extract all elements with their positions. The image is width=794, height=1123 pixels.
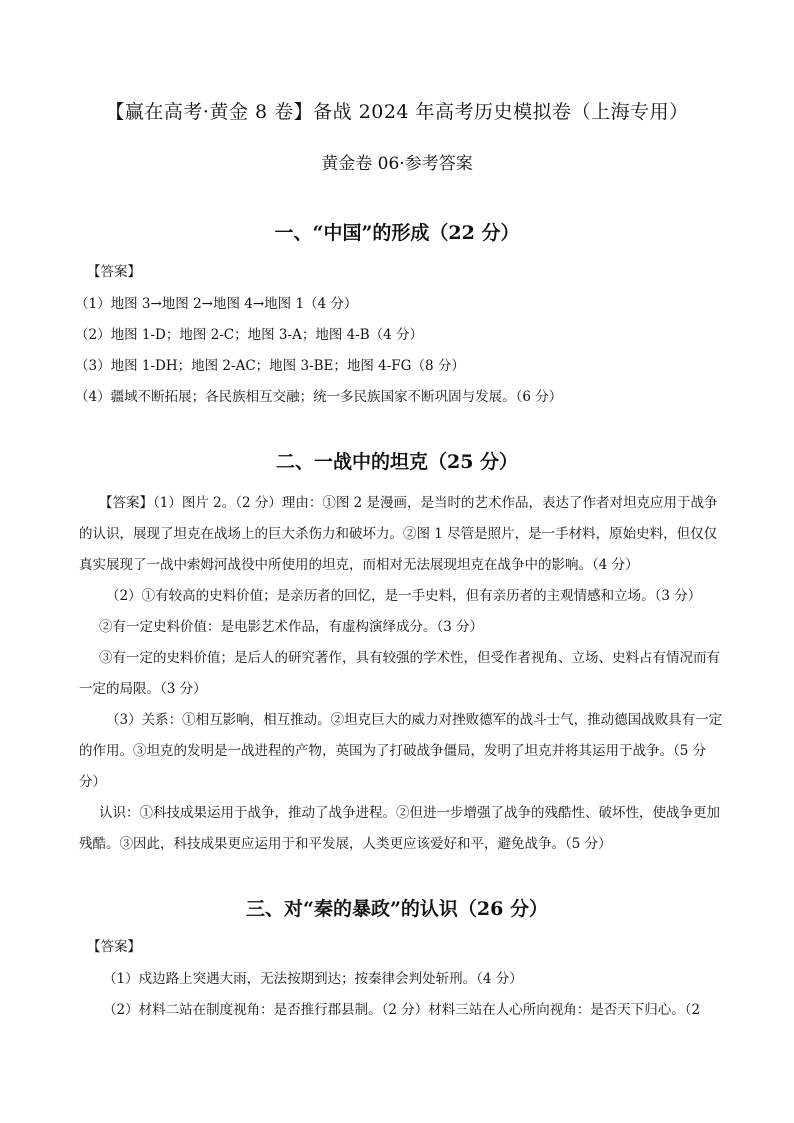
section-2-heading: 二、一战中的坦克（25 分） [275,451,519,473]
document-title: 【赢在高考·黄金 8 卷】备战 2024 年高考历史模拟卷（上海专用） [105,101,689,123]
section-2-paragraph: ③有一定的史料价值；是后人的研究著作，具有较强的学术性，但受作者视角、立场、史料占有情况而有一定的局限。（3 分） [79,650,720,697]
section-3-answer-line: （1）戍边路上突遇大雨，无法按期到达；按秦律会判处斩刑。（4 分） [103,971,523,987]
section-1-answer-label: 【答案】 [87,264,141,280]
section-2-paragraph: 【答案】（1）图片 2。（2 分）理由：①图 2 是漫画，是当时的艺术作品，表达了作者对坦克应用于战争的认识，展现了坦克在战场上的巨大杀伤力和破坏力。②图 1 尽管是照片，是一手材料，原始史料，但仅仅真实展现了一战中索姆河战役中所使用的坦克，而相对无法展现坦克在战争中的影响。（4 分） [79,495,718,573]
section-3-heading: 三、对“秦的暴政”的认识（26 分） [246,898,548,920]
section-2-body [79,488,725,860]
section-1-answer-line: （3）地图 1-DH；地图 2-AC；地图 3-BE；地图 4-FG（8 分） [75,358,465,374]
section-3-answer-label: 【答案】 [87,939,141,955]
section-1-heading: 一、“中国”的形成（22 分） [274,222,520,244]
section-1-answer-line: （4）疆域不断拓展；各民族相互交融；统一多民族国家不断巩固与发展。（6 分） [75,389,563,405]
section-2-paragraph: （3）关系：①相互影响，相互推动。②坦克巨大的威力对挫败德军的战斗士气，推动德国战败具有一定的作用。③坦克的发明是一战进程的产物，英国为了打破战争僵局，发明了坦克并将其运用于战争。（5 分分） [79,712,723,790]
section-2-paragraph: ②有一定史料价值：是电影艺术作品，有虚构演绎成分。（3 分） [99,619,484,635]
section-3-answer-line: （2）材料二站在制度视角：是否推行郡县制。（2 分）材料三站在人心所向视角：是否天下归心。（2 [103,1002,701,1018]
section-2-paragraph: （2）①有较高的史料价值；是亲历者的回忆，是一手史料，但有亲历者的主观情感和立场。（3 分） [106,588,702,604]
document-subtitle: 黄金卷 06·参考答案 [321,154,473,174]
section-1-answer-line: （2）地图 1-D；地图 2-C；地图 3-A；地图 4-B（4 分） [75,327,424,343]
section-1-answer-line: （1）地图 3→地图 2→地图 4→地图 1（4 分） [75,296,358,312]
section-2-paragraph: 认识：①科技成果运用于战争，推动了战争进程。②但进一步增强了战争的残酷性、破坏性，使战争更加残酷。③因此，科技成果更应运用于和平发展，人类更应该爱好和平，避免战争。（5 分） [79,805,720,852]
